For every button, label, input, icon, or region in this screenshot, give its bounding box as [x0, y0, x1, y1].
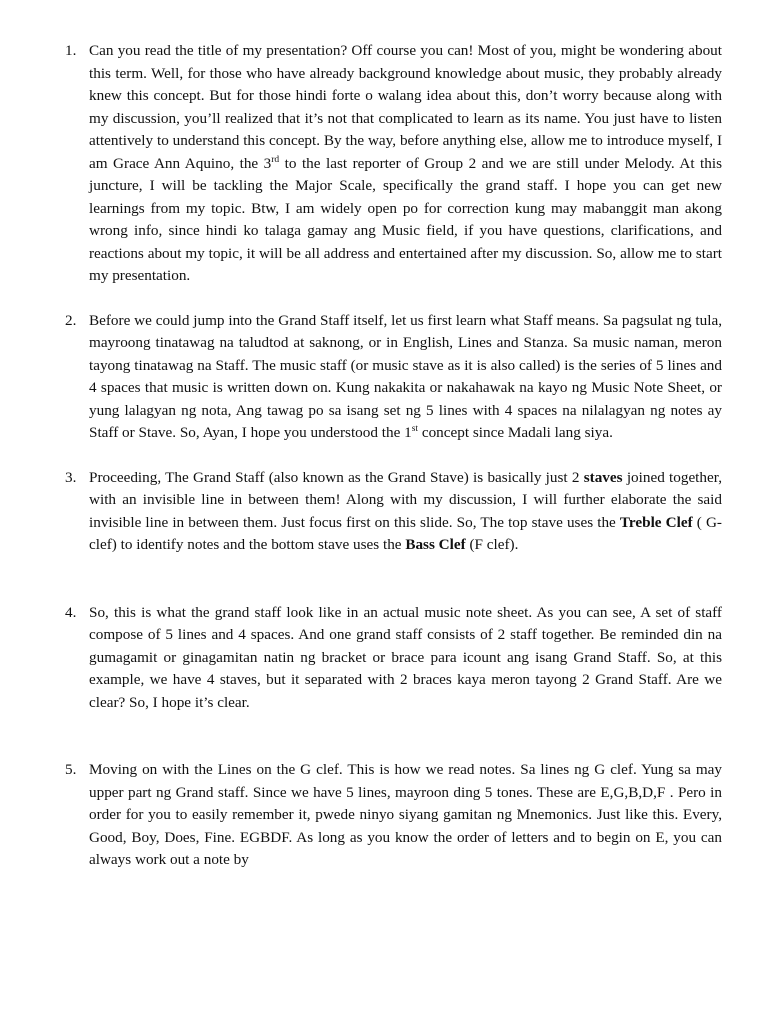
superscript: st — [411, 423, 419, 434]
paragraph-text: So, this is what the grand staff look like in an actual music note sheet. As you can see, A set of staff compose of 5 lines and 4 spaces. And one grand staff consists of 2 staff together. Be reminded din na gumagamit or ginagamitan natin ng bracket or brace para icount ang isang Grand Staff. So, at this example, we have 4 staves, but it separated with 2 braces kaya meron tayong 2 Grand Staff. Are we clear? So, I hope it’s clear. — [89, 603, 722, 711]
superscript: rd — [271, 154, 280, 165]
list-item — [65, 467, 722, 557]
paragraph — [89, 602, 722, 715]
list-item — [65, 759, 722, 872]
paragraph-text: joined together, with an invisible line in between them! Along with my discussion, I will further elaborate the said invisible line in between them. Just focus first on this slide. So, The top stave uses the — [89, 468, 722, 531]
paragraph — [89, 759, 722, 872]
paragraph-text: concept since Madali lang siya. — [418, 424, 613, 441]
numbered-list — [0, 40, 768, 872]
document-page — [0, 40, 768, 872]
list-item — [65, 602, 722, 715]
list-item — [65, 40, 722, 288]
item-number: 4. — [65, 603, 77, 621]
paragraph-text: to the last reporter of Group 2 and we are still under Melody. At this juncture, I will be tackling the Major Scale, specifically the grand staff. I hope you can get new learnings from my topic. Btw, I am widely open po for correction kung may mabanggit man akong wrong info, since hindi ko talaga gamay ang Music field, if you have questions, clarifications, and reactions about my topic, it will be all address and entertained after my discussion. So, allow me to start my presentation. — [89, 154, 722, 284]
paragraph-text: (F clef). — [465, 536, 519, 553]
list-item — [65, 310, 722, 445]
bold-term-staves: staves — [583, 468, 623, 486]
paragraph — [89, 310, 722, 445]
item-number: 3. — [65, 468, 77, 486]
item-number: 5. — [65, 761, 77, 778]
paragraph-text: Moving on with the Lines on the G clef. This is how we read notes. Sa lines ng G clef. Yung sa may upper part ng Grand staff. Since we have 5 lines, mayroon ding 5 tones. These are E,G,B,D,F . Pero in order for you to easily remember it, pwede ninyo siyang gamitan ng Mnemonics. Just like this. Every, Good, Boy, Does, Fine. EGBDF. As long as you know the order of letters and to begin on E, you can always work out a note by — [89, 761, 722, 868]
paragraph — [89, 467, 722, 557]
paragraph-text: Proceeding, The Grand Staff (also known as the Grand Stave) is basically just 2 — [89, 468, 584, 486]
bold-term-bass-clef: Bass Clef — [405, 536, 466, 553]
item-number: 2. — [65, 311, 77, 329]
item-number: 1. — [65, 42, 77, 59]
paragraph-text: Before we could jump into the Grand Staff itself, let us first learn what Staff means. Sa pagsulat ng tula, mayroong tinatawag na taludtod at saknong, or in English, Lines and Stanza. Sa music naman, meron tayong tinatawag na Staff. The music staff (or music stave as it is also called) is the series of 5 lines and 4 spaces that music is written down on. Kung nakakita or nakahawak na kayo ng Music Note Sheet, or yung lalagyan ng nota, Ang tawag po sa isang set ng 5 lines with 4 spaces na nilalagyan ng notes ay Staff or Stave. So, Ayan, I hope you understood the 1 — [89, 311, 722, 441]
paragraph — [89, 40, 722, 288]
paragraph-text: ( G-clef) to identify notes and the bottom stave uses the — [89, 513, 722, 553]
paragraph-text: Can you read the title of my presentation? Off course you can! Most of you, might be wondering about this term. Well, for those who have already background knowledge about music, they probably already knew this concept. But for those hindi forte o walang idea about this, don’t worry because along with my discussion, you’ll realized that it’s not that complicated to learn as its name. You just have to listen attentively to understand this concept. By the way, before anything else, allow me to introduce myself, I am Grace Ann Aquino, the 3 — [89, 42, 722, 172]
bold-term-treble-clef: Treble Clef — [619, 513, 693, 531]
